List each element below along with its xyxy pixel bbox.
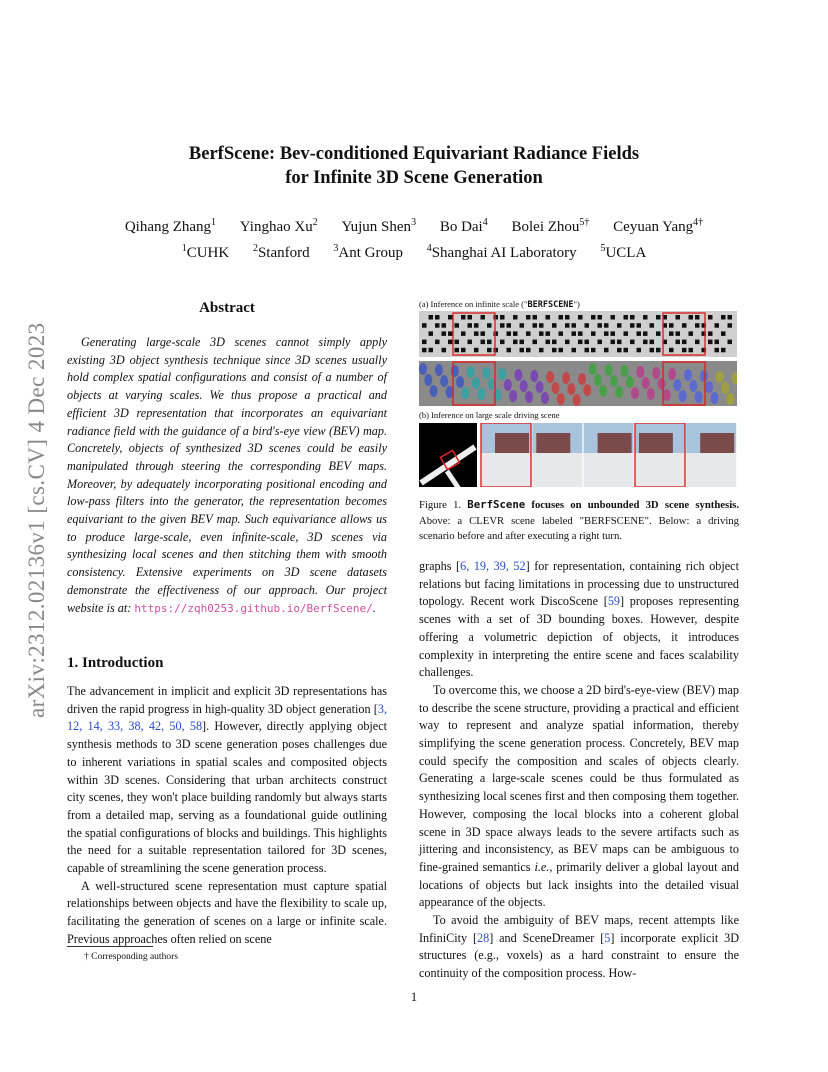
bev-block: [500, 340, 505, 345]
author-list: [80, 219, 748, 236]
abstract-heading: Abstract: [199, 300, 255, 316]
bev-block: [689, 331, 694, 336]
bev-block: [429, 315, 434, 320]
figure-b-label: (b) Inference on large scale driving scene: [419, 410, 560, 420]
affiliation-list: [80, 245, 748, 262]
bev-block: [630, 323, 635, 328]
rendered-object: [567, 383, 575, 395]
bev-block: [695, 323, 700, 328]
bev-block: [682, 323, 687, 328]
bev-block: [565, 315, 570, 320]
bev-block: [533, 340, 538, 345]
bev-block: [695, 315, 700, 320]
bev-block: [565, 323, 570, 328]
bev-block: [637, 348, 642, 353]
rendered-object: [424, 374, 432, 386]
bev-block: [643, 315, 648, 320]
bev-block: [598, 315, 603, 320]
bev-block: [585, 340, 590, 345]
arxiv-identifier: arXiv:2312.02136v1 [cs.CV] 4 Dec 2023: [24, 322, 49, 718]
rendered-object: [711, 392, 719, 404]
bev-block: [669, 323, 674, 328]
bev-block: [468, 340, 473, 345]
bev-block: [435, 340, 440, 345]
page-number: 1: [410, 990, 418, 1004]
bev-block: [630, 340, 635, 345]
frame-building: [495, 433, 529, 455]
frame-road: [532, 453, 582, 487]
bev-block: [643, 331, 648, 336]
bev-block: [611, 340, 616, 345]
citation-link[interactable]: 5: [604, 930, 611, 945]
frame-road: [635, 453, 685, 487]
bev-block: [513, 340, 518, 345]
rendered-object: [721, 382, 729, 394]
affiliation: $^3$Ant Group: [333, 243, 403, 261]
bev-block: [500, 323, 505, 328]
bev-block: [429, 348, 434, 353]
author: Qihang Zhang$^1$: [124, 217, 217, 235]
rendered-object: [562, 372, 570, 384]
title-line-2: for Infinite 3D Scene Generation: [285, 168, 543, 188]
footnote: † Corresponding authors: [84, 952, 178, 962]
rendered-object: [552, 382, 560, 394]
bev-block: [533, 323, 538, 328]
bev-block: [442, 331, 447, 336]
bev-block: [455, 340, 460, 345]
bev-block: [474, 331, 479, 336]
figure-a-label: (a) Inference on infinite scale ("BERFSCENE"): [419, 299, 580, 310]
bev-block: [604, 323, 609, 328]
bev-block: [676, 340, 681, 345]
intro-paragraph-2: A well-structured scene representation must capture spatial relationships between objects and have the flexibility to scale up, facilitating the generation of scenes on a large or infinite scale. Previous approaches often relied on scene: [67, 878, 387, 946]
bev-block: [448, 315, 453, 320]
rendered-object: [477, 388, 485, 400]
bev-block: [552, 340, 557, 345]
bev-block: [637, 331, 642, 336]
bev-block: [715, 340, 720, 345]
rendered-object: [446, 386, 454, 398]
bev-block: [507, 348, 512, 353]
bev-block: [689, 315, 694, 320]
rendered-object: [589, 363, 597, 375]
rendered-object: [456, 376, 464, 388]
rendered-object: [652, 367, 660, 379]
rendered-object: [430, 385, 438, 397]
author: Ceyuan Yang$^{4\dagger}$: [613, 217, 704, 235]
figure-caption: Figure 1. BerfScene focuses on unbounded 3D scene synthesis. Above: a CLEVR scene labeled "BERFSCENE". Below: a driving scenario before and after executing a right turn.: [419, 498, 740, 542]
bev-block: [721, 331, 726, 336]
bev-block: [507, 331, 512, 336]
bev-block: [546, 331, 551, 336]
rendered-object: [647, 388, 655, 400]
bev-block: [422, 348, 427, 353]
rendered-object: [605, 364, 613, 376]
rendered-object: [658, 378, 666, 390]
bev-block: [461, 348, 466, 353]
citation-link[interactable]: 6, 19, 39, 52: [460, 559, 526, 573]
bev-block: [676, 331, 681, 336]
rendered-object: [599, 385, 607, 397]
bev-block: [598, 340, 603, 345]
rendered-object: [483, 367, 491, 379]
rendered-object: [557, 393, 565, 405]
rendered-object: [536, 381, 544, 393]
rendered-object: [668, 368, 676, 380]
bev-block: [422, 340, 427, 345]
bev-block: [487, 348, 492, 353]
footnote-rule: [67, 946, 153, 947]
bev-block: [604, 331, 609, 336]
bev-block: [559, 348, 564, 353]
rendered-object: [620, 365, 628, 377]
bev-block: [682, 348, 687, 353]
bev-block: [643, 340, 648, 345]
bev-block: [442, 348, 447, 353]
rendered-object: [435, 364, 443, 376]
bev-block: [455, 323, 460, 328]
author: Bolei Zhou$^{5\dagger}$: [511, 217, 590, 235]
bev-block: [559, 315, 564, 320]
rendered-object: [594, 374, 602, 386]
bev-block: [611, 331, 616, 336]
paper-title: [100, 142, 728, 190]
right-column-body: [419, 558, 739, 983]
bev-block: [656, 315, 661, 320]
bev-block: [624, 348, 629, 353]
bev-block: [461, 331, 466, 336]
bev-block: [624, 331, 629, 336]
rendered-object: [467, 366, 475, 378]
bev-block: [533, 315, 538, 320]
bev-block: [598, 323, 603, 328]
bev-block: [481, 340, 486, 345]
bev-block: [559, 331, 564, 336]
bev-block: [650, 323, 655, 328]
rendered-object: [626, 376, 634, 388]
bev-block: [461, 315, 466, 320]
bev-block: [585, 323, 590, 328]
bev-block: [630, 315, 635, 320]
bev-block: [572, 348, 577, 353]
bev-block: [526, 348, 531, 353]
rendered-object: [499, 368, 507, 380]
bev-block: [728, 340, 733, 345]
bev-block: [695, 340, 700, 345]
rendered-object: [673, 379, 681, 391]
bev-block: [624, 315, 629, 320]
bev-block: [513, 315, 518, 320]
bev-block: [585, 348, 590, 353]
bev-block: [617, 348, 622, 353]
affiliation: $^2$Stanford: [252, 243, 310, 261]
rendered-object: [578, 373, 586, 385]
bev-block: [539, 348, 544, 353]
bev-block: [591, 315, 596, 320]
frame-road: [584, 453, 634, 487]
bev-block: [708, 340, 713, 345]
rendered-object: [705, 381, 713, 393]
bev-block: [435, 323, 440, 328]
bev-block: [448, 340, 453, 345]
bev-block: [539, 323, 544, 328]
rendered-object: [716, 371, 724, 383]
bev-block: [429, 331, 434, 336]
author: Bo Dai$^4$: [439, 217, 488, 235]
abstract-text: Generating large-scale 3D scenes cannot simply apply existing 3D object synthesis technique since 3D scenes usually hold complex spatial configurations and consist of a number of objects at varying scales. We thus propose a practical and efficient 3D representation that incorporates an equivariant radiance field with the guidance of a bird's-eye view (BEV) map. Concretely, objects of synthesized 3D scenes could be easily manipulated through steering the corresponding BEV maps. Moreover, by adequately incorporating positional encoding and low-pass filters into the generator, the representation becomes equivariant to the given BEV map. Such equivariance allows us to produce large-scale, even infinite-scale, 3D scenes via synthesizing local scenes and then stitching them with smooth consistency. Extensive experiments on 3D scene datasets demonstrate the effectiveness of our approach. Our project website is at:: [67, 335, 387, 615]
rendered-object: [726, 393, 734, 405]
bev-block: [637, 323, 642, 328]
affiliation: $^1$CUHK: [181, 243, 230, 261]
bev-block: [669, 331, 674, 336]
bev-block: [578, 315, 583, 320]
right-paragraph-3: To avoid the ambiguity of BEV maps, recent attempts like InfiniCity [28] and SceneDreamer [5] incorporate explicit 3D structures (e.g., voxels) as a hard constraint to ensure the continuity of the composition process. How-: [419, 913, 739, 981]
bev-block: [442, 323, 447, 328]
bev-block: [578, 331, 583, 336]
introduction-heading: 1. Introduction: [67, 655, 164, 671]
bev-block: [617, 323, 622, 328]
bev-block: [494, 315, 499, 320]
introduction-body: [67, 683, 387, 949]
bev-block: [617, 340, 622, 345]
bev-block: [676, 315, 681, 320]
bev-block: [422, 323, 427, 328]
bev-block: [520, 340, 525, 345]
bev-block: [552, 348, 557, 353]
bev-block: [650, 340, 655, 345]
rendered-object: [573, 394, 581, 406]
rendered-object: [509, 390, 517, 402]
bev-block: [500, 315, 505, 320]
rendered-object: [440, 375, 448, 387]
bev-block: [708, 315, 713, 320]
rendered-object: [461, 387, 469, 399]
rendered-object: [684, 369, 692, 381]
bev-block: [591, 348, 596, 353]
bev-block: [656, 348, 661, 353]
bev-block: [487, 340, 492, 345]
bev-block: [578, 340, 583, 345]
rendered-object: [541, 392, 549, 404]
bev-block: [494, 331, 499, 336]
citation-link[interactable]: 3, 12, 14, 33, 38, 42, 50, 58: [67, 701, 387, 734]
bev-block: [689, 348, 694, 353]
figure-b-driving-panel: [419, 423, 737, 487]
rendered-object: [530, 370, 538, 382]
bev-block: [591, 331, 596, 336]
bev-block: [435, 315, 440, 320]
bev-block: [481, 315, 486, 320]
rendered-object: [419, 363, 427, 375]
bev-block: [611, 315, 616, 320]
project-link[interactable]: https://zqh0253.github.io/BerfScene/: [134, 601, 373, 615]
author: Yinghao Xu$^2$: [239, 217, 318, 235]
bev-block: [468, 315, 473, 320]
rendered-object: [615, 386, 623, 398]
bev-block: [721, 348, 726, 353]
rendered-object: [663, 389, 671, 401]
bev-block: [494, 348, 499, 353]
intro-paragraph-1: The advancement in implicit and explicit 3D representations has driven the rapid progress in high-quality 3D object generation [3, 12, 14, 33, 38, 42, 50, 58]. However, directly applying object synthesis methods to 3D scene generation poses challenges due to inherent variations in spatial scales and composited objects within 3D scenes. Considering that urban architects construct city scenes, they won't place building randomly but always starts from a detailed map, serving as a foundational guide outlining the spatial configurations of blocks and buildings. This highlights the need for a suitable representation tailored for 3D scenes, capable of streamlining the scene generation process.: [67, 684, 387, 876]
rendered-object: [504, 379, 512, 391]
frame-building: [700, 433, 734, 455]
rendered-object: [583, 384, 591, 396]
bev-block: [526, 331, 531, 336]
citation-link[interactable]: 59: [607, 594, 620, 609]
frame-building: [536, 433, 570, 455]
bev-block: [669, 348, 674, 353]
bev-block: [474, 323, 479, 328]
author: Yujun Shen$^3$: [341, 217, 417, 235]
citation-link[interactable]: 28: [477, 930, 490, 945]
bev-block: [526, 315, 531, 320]
abstract-body: Generating large-scale 3D scenes cannot simply apply existing 3D object synthesis technique since 3D scenes usually hold complex spatial configurations and consist of a number of objects at varying scales. We thus propose a practical and efficient 3D representation that incorporates an equivariant radiance field with the guidance of a bird's-eye view (BEV) map. Concretely, objects of synthesized 3D scenes could be easily manipulated through steering the corresponding BEV maps. Moreover, by adequately incorporating positional encoding and low-pass filters into the generator, the representation becomes equivariant to the given BEV map. Such equivariance allows us to produce large-scale, even infinite-scale, 3D scenes via synthesizing local scenes and then stitching them with smooth consistency. Extensive experiments on 3D scene datasets demonstrate the effectiveness of our approach. Our project website is at: https://zqh0253.github.io/BerfScene/.: [67, 335, 387, 615]
rendered-object: [546, 371, 554, 383]
rendered-object: [695, 391, 703, 403]
frame-building: [639, 433, 673, 455]
bev-block: [513, 331, 518, 336]
bev-block: [468, 323, 473, 328]
bev-block: [572, 331, 577, 336]
affiliation: $^4$Shanghai AI Laboratory: [426, 243, 577, 261]
rendered-object: [520, 380, 528, 392]
rendered-object: [642, 377, 650, 389]
bev-block: [565, 340, 570, 345]
bev-block: [455, 348, 460, 353]
bev-block: [708, 331, 713, 336]
frame-road: [481, 453, 531, 487]
bev-block: [539, 331, 544, 336]
rendered-object: [636, 366, 644, 378]
rendered-object: [689, 380, 697, 392]
bev-block: [546, 315, 551, 320]
rendered-object: [472, 377, 480, 389]
rendered-object: [451, 365, 459, 377]
rendered-object: [525, 391, 533, 403]
bev-block: [507, 323, 512, 328]
bev-block: [520, 348, 525, 353]
affiliation: $^5$UCLA: [600, 243, 647, 261]
bev-block: [474, 348, 479, 353]
rendered-object: [610, 375, 618, 387]
bev-block: [721, 315, 726, 320]
title-line-1: BerfScene: Bev-conditioned Equivariant Radiance Fields: [188, 144, 640, 164]
bev-block: [552, 323, 557, 328]
bev-block: [728, 315, 733, 320]
bev-block: [546, 340, 551, 345]
bev-block: [448, 331, 453, 336]
frame-building: [598, 433, 632, 455]
rendered-object: [514, 369, 522, 381]
bev-block: [715, 348, 720, 353]
bev-block: [572, 323, 577, 328]
bev-block: [487, 323, 492, 328]
right-paragraph-1: graphs [6, 19, 39, 52] for representation, containing rich object relations but facing limitations in processing due to unstructured topology. Recent work DiscoScene [59] proposes representing scenes with a set of 3D bounding boxes. However, despite offering a volumetric depiction of objects, it introduces complexity in interpreting the entire scene and faces scalability challenges.: [419, 559, 739, 680]
bev-block: [682, 340, 687, 345]
bev-block: [481, 331, 486, 336]
bev-block: [715, 323, 720, 328]
street-view-frames: [481, 423, 736, 487]
bev-block: [520, 323, 525, 328]
bev-block: [656, 331, 661, 336]
bev-block: [604, 348, 609, 353]
bev-block: [728, 323, 733, 328]
bev-block: [650, 348, 655, 353]
rendered-object: [631, 387, 639, 399]
frame-road: [686, 453, 736, 487]
rendered-object: [679, 390, 687, 402]
figure-a-clevr-panel: [419, 311, 737, 406]
right-paragraph-2: To overcome this, we choose a 2D bird's-eye-view (BEV) map to describe the scene structure, providing a practical and efficient way to represent and analyze spatial information, thereby simplifying the scene generation process. Concretely, BEV map could specify the composition and scales of objects clearly. Generating a large-scale scenes could be thus formulated as synthesizing local scenes first and then composing them together. However, composing the local blocks into a coherent global scene in 3D space always leads to the severe artifacts such as jittering and inconsistency, as BEV maps can be ambiguous to fine-grained semantics i.e., primarily deliver a global layout and locations of objects but lack insights into the detailed visual appearance of the objects.: [419, 682, 739, 910]
rendered-object: [700, 370, 708, 382]
